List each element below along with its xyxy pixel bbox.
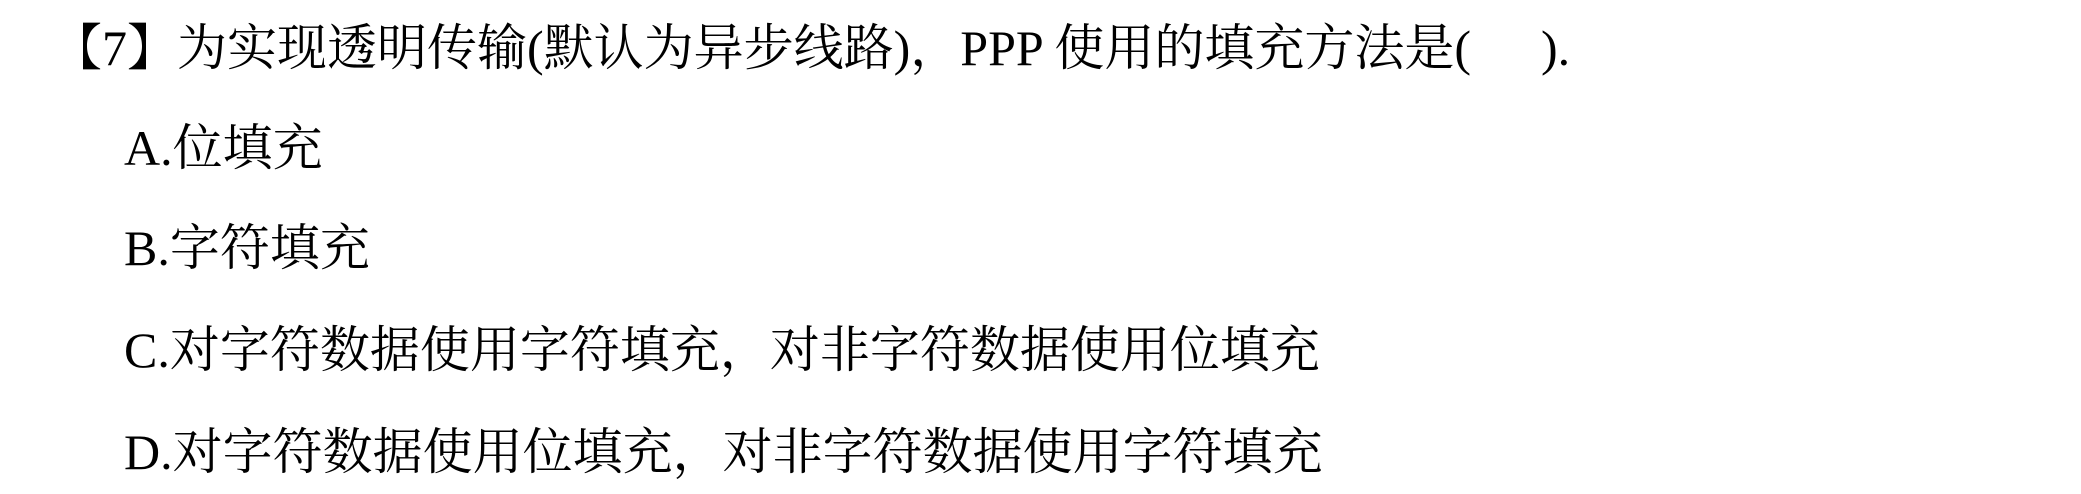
option-text: 位填充: [172, 120, 323, 176]
option-text: 对字符数据使用字符填充，对非字符数据使用位填充: [169, 322, 1320, 378]
question-stem: [52, 16, 1570, 80]
question-text: 为实现透明传输(默认为异步线路)，PPP 使用的填充方法是(: [177, 20, 1472, 76]
option-letter: B.: [124, 220, 170, 276]
option-text: 字符填充: [169, 220, 370, 276]
option-text: 对字符数据使用位填充，对非字符数据使用字符填充: [172, 424, 1323, 480]
option-letter: D.: [124, 424, 173, 480]
option-letter: A.: [124, 120, 173, 176]
option-c: [124, 318, 1320, 382]
option-b: [124, 216, 370, 280]
option-d: [124, 420, 1323, 484]
option-a: [124, 116, 323, 180]
option-letter: C.: [124, 322, 170, 378]
question-text-end: ).: [1541, 20, 1571, 76]
question-number: 【7】: [52, 20, 177, 76]
